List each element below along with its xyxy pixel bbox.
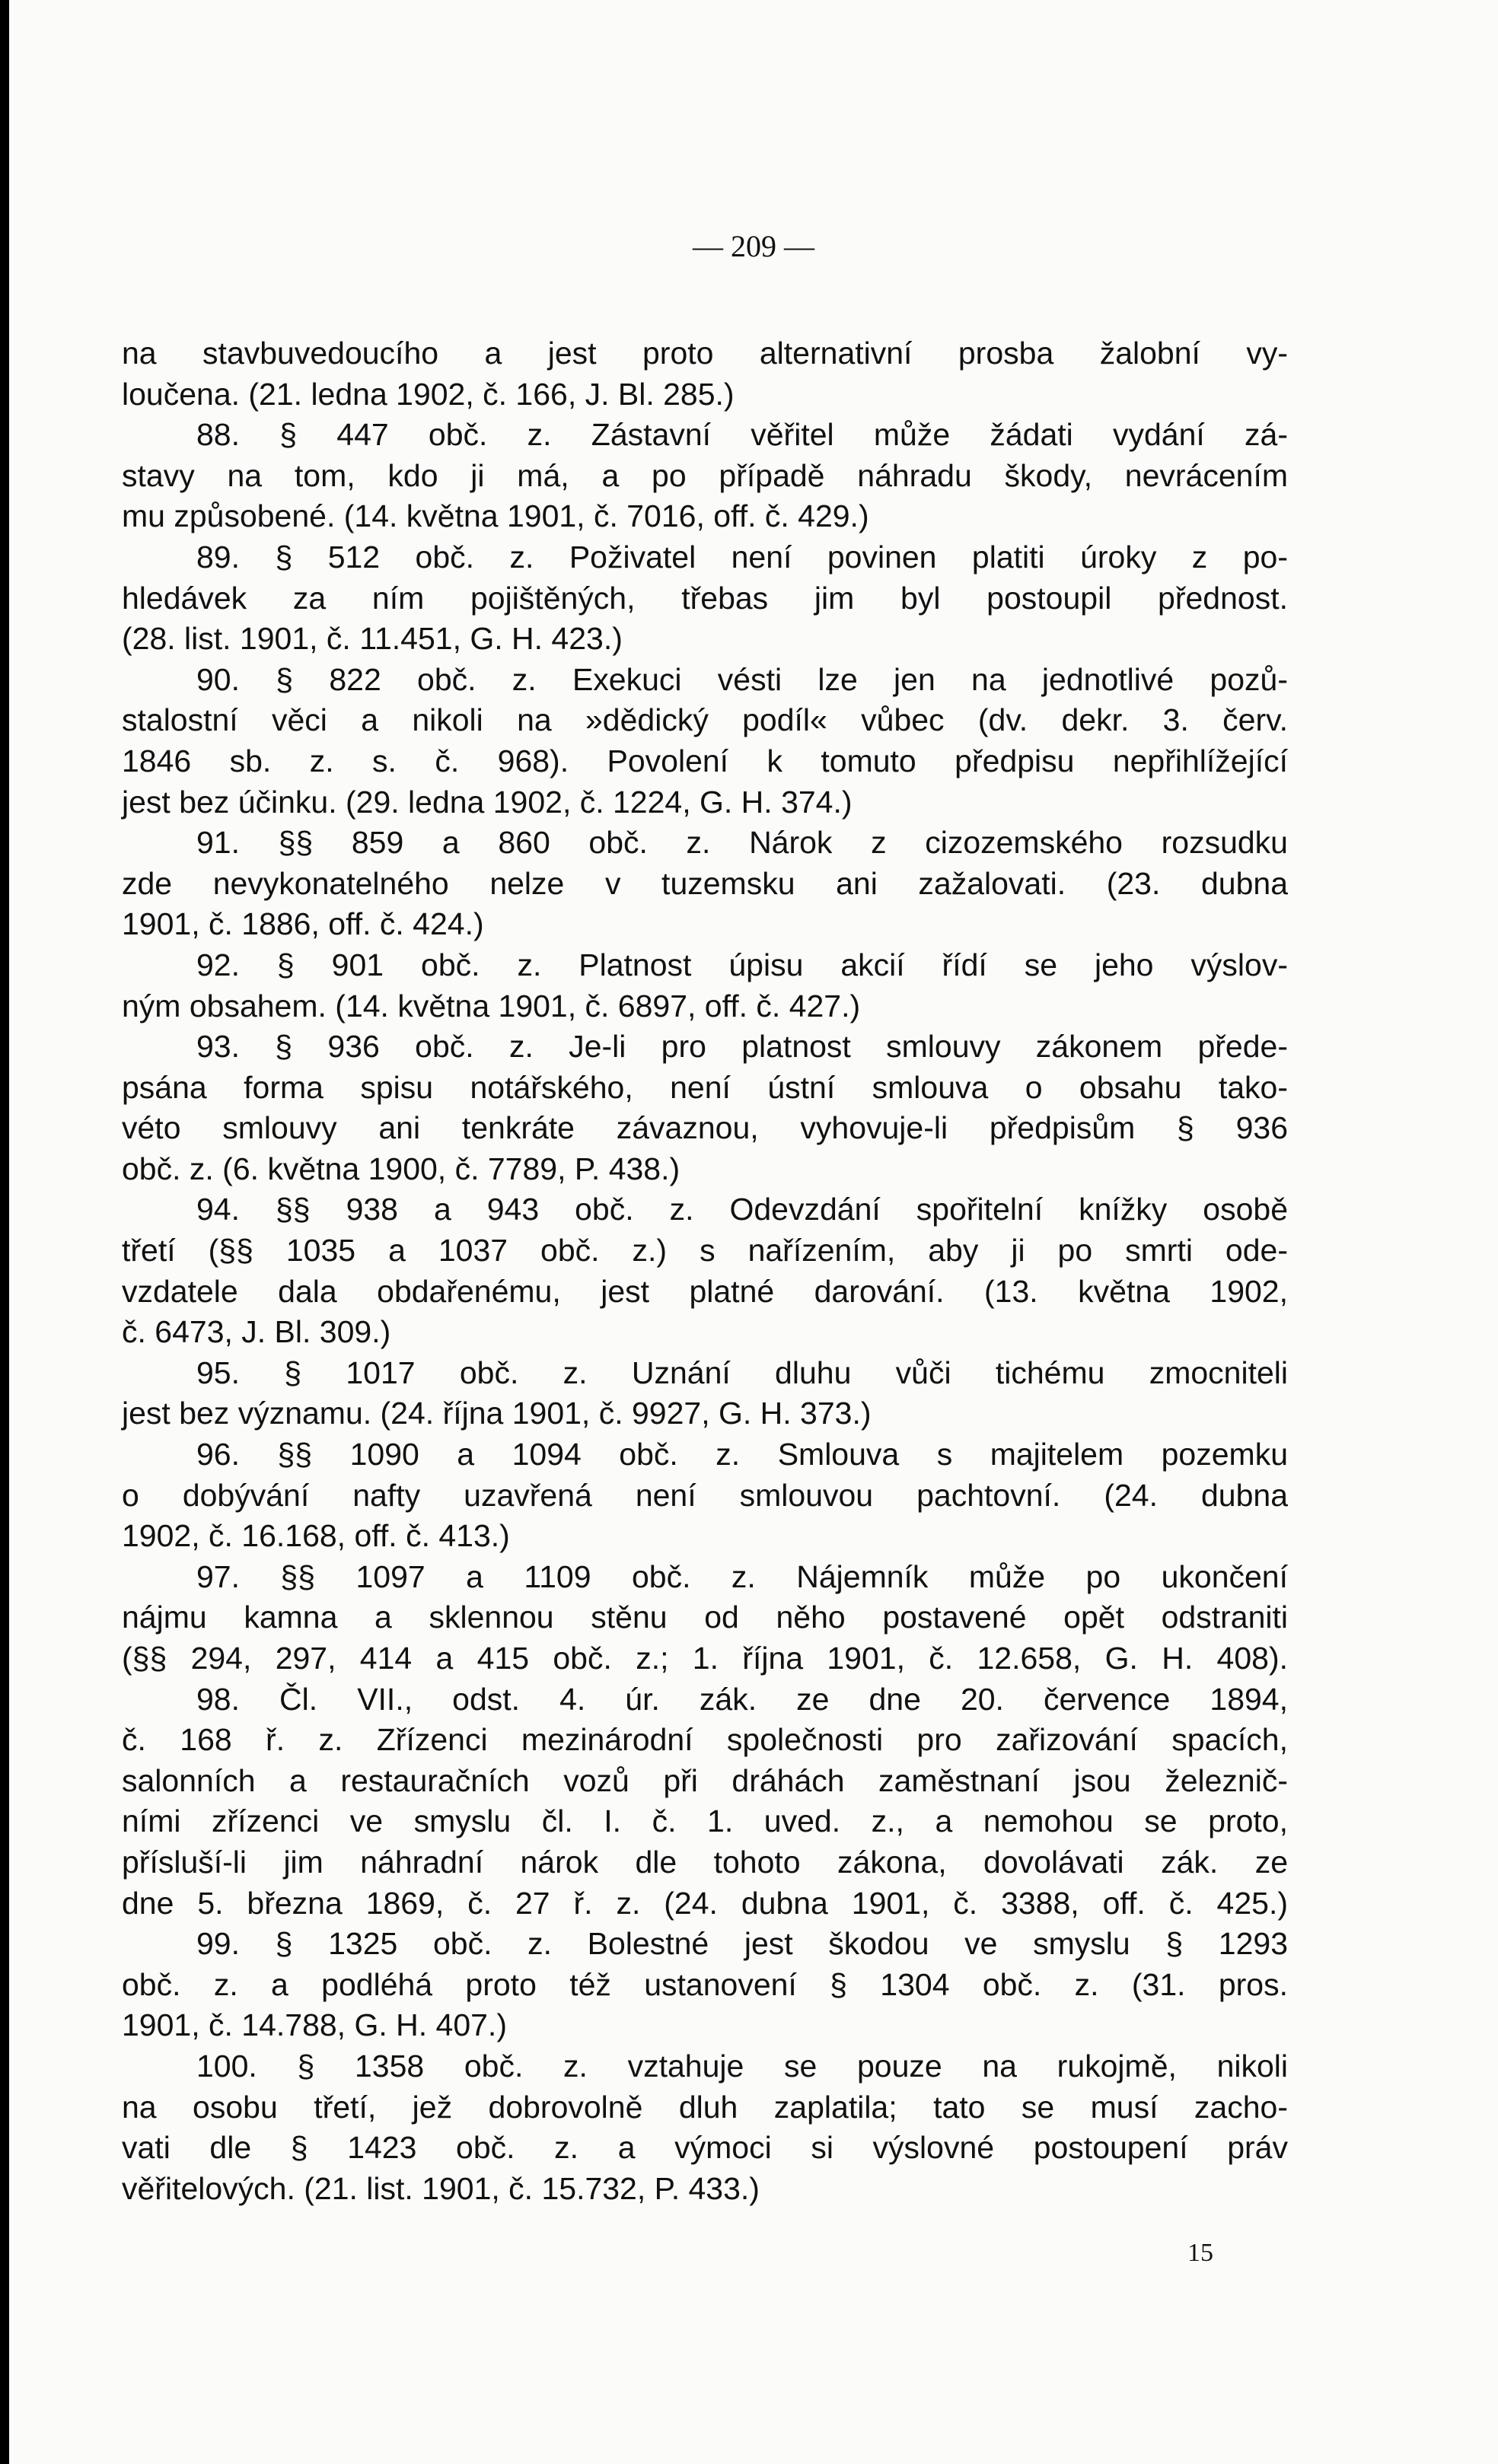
page-number-header: — 209 — <box>693 229 814 263</box>
text-line: věřitelových. (21. list. 1901, č. 15.732, P. 433.) <box>122 2170 760 2206</box>
text-line: nájmu kamna a sklennou stěnu od něho postavené opět odstraniti <box>122 1600 1288 1635</box>
text-line: 88. § 447 obč. z. Zástavní věřitel může žádati vydání zá- <box>196 417 1288 453</box>
text-line: stalostní věci a nikoli na »dědický podíl« vůbec (dv. dekr. 3. červ. <box>122 702 1288 738</box>
text-line: véto smlouvy ani tenkráte závaznou, vyhovuje-li předpisům § 936 <box>122 1110 1288 1146</box>
text-line: (§§ 294, 297, 414 a 415 obč. z.; 1. října 1901, č. 12.658, G. H. 408). <box>122 1641 1288 1676</box>
text-line: 97. §§ 1097 a 1109 obč. z. Nájemník může po ukončení <box>196 1558 1288 1594</box>
text-line: na osobu třetí, jež dobrovolně dluh zaplatila; tato se musí zacho- <box>122 2089 1288 2125</box>
text-line: vzdatele dala obdařenému, jest platné darování. (13. května 1902, <box>122 1273 1288 1309</box>
text-line: 92. § 901 obč. z. Platnost úpisu akcií řídí se jeho výslov- <box>196 947 1288 982</box>
text-line: obč. z. (6. května 1900, č. 7789, P. 438.) <box>122 1151 680 1186</box>
text-line: 93. § 936 obč. z. Je-li pro platnost smlouvy zákonem přede- <box>196 1029 1288 1065</box>
text-line: 90. § 822 obč. z. Exekuci vésti lze jen na jednotlivé pozů- <box>196 661 1288 697</box>
text-line: obč. z. a podléhá proto též ustanovení § 1304 obč. z. (31. pros. <box>122 1966 1288 2002</box>
text-line: jest bez významu. (24. října 1901, č. 9927, G. H. 373.) <box>122 1396 872 1431</box>
text-line: mu způsobené. (14. května 1901, č. 7016, off. č. 429.) <box>122 498 869 534</box>
text-line: stavy na tom, kdo ji má, a po případě náhradu škody, nevrácením <box>122 457 1288 493</box>
text-line: 99. § 1325 obč. z. Bolestné jest škodou ve smyslu § 1293 <box>196 1926 1288 1962</box>
text-line: vati dle § 1423 obč. z. a výmoci si výslovné postoupení práv <box>122 2130 1288 2166</box>
page <box>9 0 1498 2464</box>
text-line: ními zřízenci ve smyslu čl. I. č. 1. uved. z., a nemohou se proto, <box>122 1803 1288 1839</box>
text-line: 96. §§ 1090 a 1094 obč. z. Smlouva s majitelem pozemku <box>196 1437 1288 1472</box>
body-text <box>122 333 1288 2209</box>
text-line: hledávek za ním pojištěných, třebas jim byl postoupil přednost. <box>122 580 1288 616</box>
text-line: salonních a restauračních vozů při dráhách zaměstnaní jsou železnič- <box>122 1762 1288 1798</box>
text-line: psána forma spisu notářského, není ústní smlouva o obsahu tako- <box>122 1069 1288 1105</box>
text-line: 91. §§ 859 a 860 obč. z. Nárok z cizozemského rozsudku <box>196 825 1288 861</box>
text-line: č. 168 ř. z. Zřízenci mezinárodní společnosti pro zařizování spacích, <box>122 1722 1288 1758</box>
text-line: č. 6473, J. Bl. 309.) <box>122 1314 391 1350</box>
text-line: 98. Čl. VII., odst. 4. úr. zák. ze dne 20. července 1894, <box>196 1681 1288 1717</box>
text-line: dne 5. března 1869, č. 27 ř. z. (24. dubna 1901, č. 3388, off. č. 425.) <box>122 1885 1288 1921</box>
text-line: přísluší-li jim náhradní nárok dle tohoto zákona, dovolávati zák. ze <box>122 1844 1288 1880</box>
text-line: (28. list. 1901, č. 11.451, G. H. 423.) <box>122 621 623 657</box>
text-line: 1902, č. 16.168, off. č. 413.) <box>122 1518 510 1554</box>
sheet-number: 15 <box>1187 2239 1213 2267</box>
text-line: ným obsahem. (14. května 1901, č. 6897, off. č. 427.) <box>122 988 861 1023</box>
text-line: na stavbuvedoucího a jest proto alternativní prosba žalobní vy- <box>122 336 1288 371</box>
text-line: 95. § 1017 obč. z. Uznání dluhu vůči tichému zmocniteli <box>196 1355 1288 1390</box>
text-line: 1846 sb. z. s. č. 968). Povolení k tomuto předpisu nepřihlížející <box>122 743 1288 778</box>
text-line: zde nevykonatelného nelze v tuzemsku ani zažalovati. (23. dubna <box>122 865 1288 901</box>
text-line: 89. § 512 obč. z. Poživatel není povinen platiti úroky z po- <box>196 539 1288 575</box>
text-line: o dobývání nafty uzavřená není smlouvou pachtovní. (24. dubna <box>122 1477 1288 1513</box>
text-line: jest bez účinku. (29. ledna 1902, č. 1224, G. H. 374.) <box>122 784 853 820</box>
text-line: třetí (§§ 1035 a 1037 obč. z.) s nařízením, aby ji po smrti ode- <box>122 1233 1288 1269</box>
text-line: 1901, č. 14.788, G. H. 407.) <box>122 2007 507 2043</box>
text-line: 1901, č. 1886, off. č. 424.) <box>122 906 484 942</box>
text-line: 94. §§ 938 a 943 obč. z. Odevzdání spořitelní knížky osobě <box>196 1192 1288 1227</box>
text-line: 100. § 1358 obč. z. vztahuje se pouze na rukojmě, nikoli <box>196 2048 1288 2084</box>
text-line: loučena. (21. ledna 1902, č. 166, J. Bl. 285.) <box>122 376 735 412</box>
